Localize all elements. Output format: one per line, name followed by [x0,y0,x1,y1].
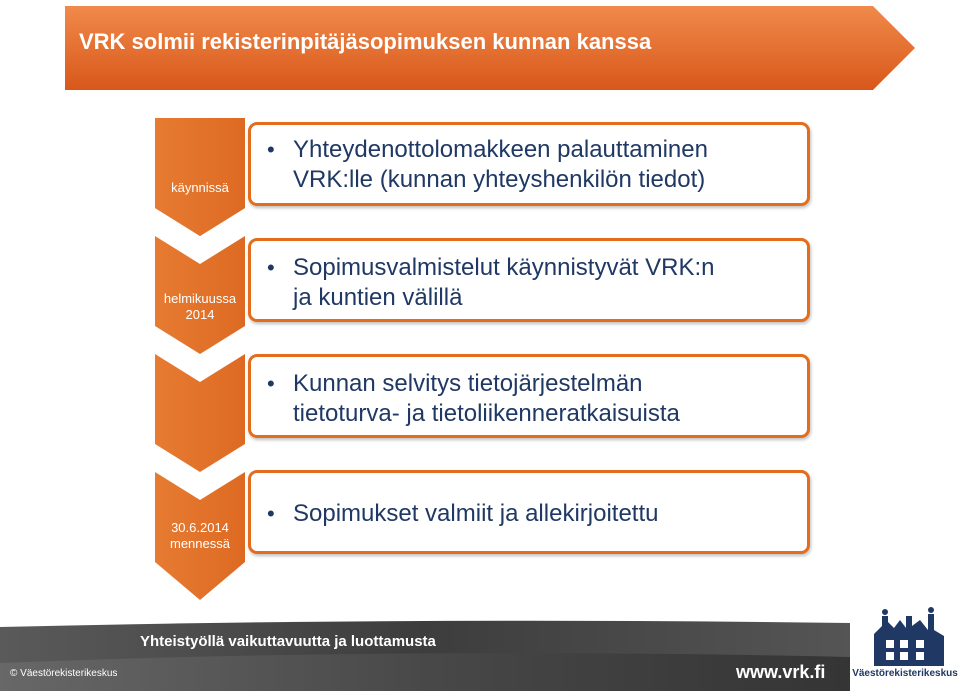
step-2-line-1: Sopimusvalmistelut käynnistyvät VRK:n [293,254,715,281]
step-2-line-2: ja kuntien välillä [293,284,463,311]
step-box-4 [248,470,810,554]
vrk-logo-icon [860,606,956,676]
step-box-1 [248,122,810,206]
footer-slogan: Yhteistyöllä vaikuttavuutta ja luottamusta [140,633,436,650]
step-box-2 [248,238,810,322]
page-title: VRK solmii rekisterinpitäjäsopimuksen kunnan kanssa [79,29,652,54]
step-1-line-2: VRK:lle (kunnan yhteyshenkilön tiedot) [293,166,706,193]
step-box-3 [248,354,810,438]
logo-wordmark: Väestörekisterikeskus [852,668,958,679]
footer-url-link[interactable]: www.vrk.fi [736,662,826,682]
footer-copyright: © Väestörekisterikeskus [10,668,118,679]
stage-label-2 [145,291,255,323]
stage-label-2-line-2: 2014 [185,307,215,322]
step-text-3 [293,369,799,429]
bullet-icon: • [267,137,275,162]
stage-label-4-line-1: 30.6.2014 [171,520,229,535]
step-1-line-1: Yhteydenottolomakkeen palauttaminen [293,136,708,163]
step-text-2 [293,253,799,313]
step-4-line-1: Sopimukset valmiit ja allekirjoitettu [293,500,659,527]
bullet-icon: • [267,501,275,526]
bullet-icon: • [267,371,275,396]
step-text-4 [293,499,799,529]
stage-label-4 [145,520,255,552]
step-text-1 [293,135,799,195]
bullet-icon: • [267,255,275,280]
stage-label-4-line-2: mennessä [170,536,230,551]
step-3-line-2: tietoturva- ja tietoliikenneratkaisuista [293,400,680,427]
stage-chevron-3 [155,354,245,472]
step-3-line-1: Kunnan selvitys tietojärjestelmän [293,370,643,397]
stage-label-2-line-1: helmikuussa [163,291,237,306]
stage-label-1: käynnissä [171,180,229,195]
